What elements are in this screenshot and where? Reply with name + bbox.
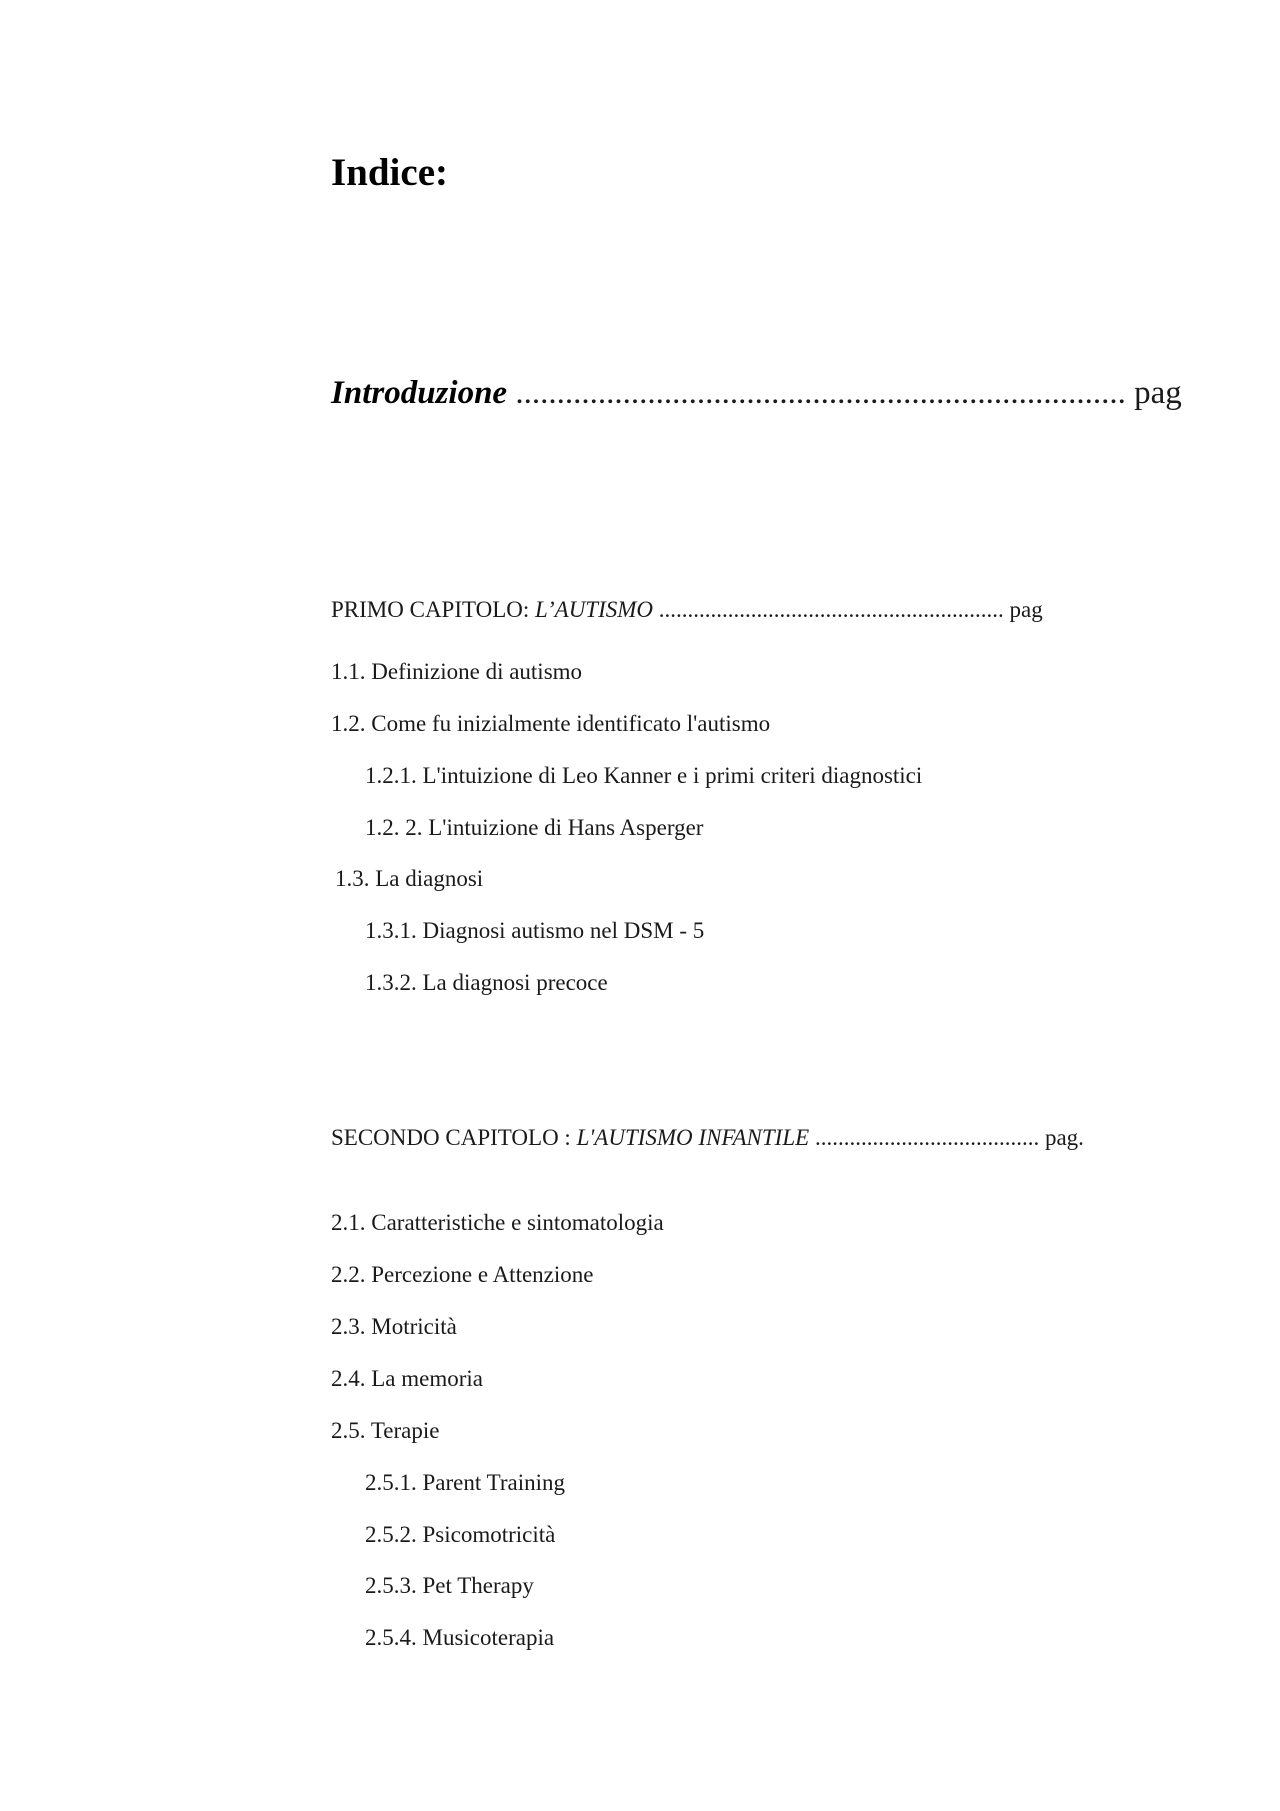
toc-entry-2-5-1: 2.5.1. Parent Training — [365, 1470, 565, 1495]
toc-entry-2-3: 2.3. Motricità — [331, 1314, 457, 1339]
toc-introduction — [331, 375, 1182, 412]
toc-entry-1-2-1: 1.2.1. L'intuizione di Leo Kanner e i primi criteri diagnostici — [365, 763, 923, 788]
toc-entry-1-2: 1.2. Come fu inizialmente identificato l'autismo — [331, 711, 771, 736]
toc-entry-2-5-3: 2.5.3. Pet Therapy — [365, 1573, 534, 1598]
toc-introduction-leader: .......................................................................... — [507, 375, 1126, 411]
toc-chapter-2 — [331, 1125, 1084, 1151]
chapter-2-prefix: SECONDO CAPITOLO : — [331, 1125, 577, 1150]
toc-entry-2-1: 2.1. Caratteristiche e sintomatologia — [331, 1210, 664, 1235]
chapter-1-prefix: PRIMO CAPITOLO: — [331, 597, 536, 622]
chapter-1-page: pag — [1003, 597, 1043, 622]
toc-entry-2-2: 2.2. Percezione e Attenzione — [331, 1262, 594, 1287]
page-title: Indice: — [331, 151, 448, 194]
chapter-1-name: L’AUTISMO — [535, 597, 654, 622]
chapter-1-leader: ............................................................ — [653, 597, 1004, 622]
toc-entry-1-2-2: 1.2. 2. L'intuizione di Hans Asperger — [365, 815, 704, 840]
chapter-2-page: pag. — [1039, 1125, 1084, 1150]
toc-entry-1-1: 1.1. Definizione di autismo — [331, 659, 583, 684]
toc-entry-2-5-2: 2.5.2. Psicomotricità — [365, 1522, 556, 1547]
chapter-2-leader: ....................................... — [809, 1125, 1040, 1150]
toc-introduction-page: pag — [1125, 375, 1182, 411]
toc-entry-2-5: 2.5. Terapie — [331, 1418, 440, 1443]
toc-entry-1-3-2: 1.3.2. La diagnosi precoce — [365, 970, 608, 995]
toc-entry-1-3: 1.3. La diagnosi — [335, 866, 484, 891]
toc-introduction-label: Introduzione — [331, 375, 508, 411]
toc-entry-2-4: 2.4. La memoria — [331, 1366, 484, 1391]
chapter-2-name: L'AUTISMO INFANTILE — [576, 1125, 810, 1150]
toc-chapter-1 — [331, 597, 1043, 623]
toc-entry-2-5-4: 2.5.4. Musicoterapia — [365, 1625, 555, 1650]
toc-entry-1-3-1: 1.3.1. Diagnosi autismo nel DSM - 5 — [365, 918, 705, 943]
